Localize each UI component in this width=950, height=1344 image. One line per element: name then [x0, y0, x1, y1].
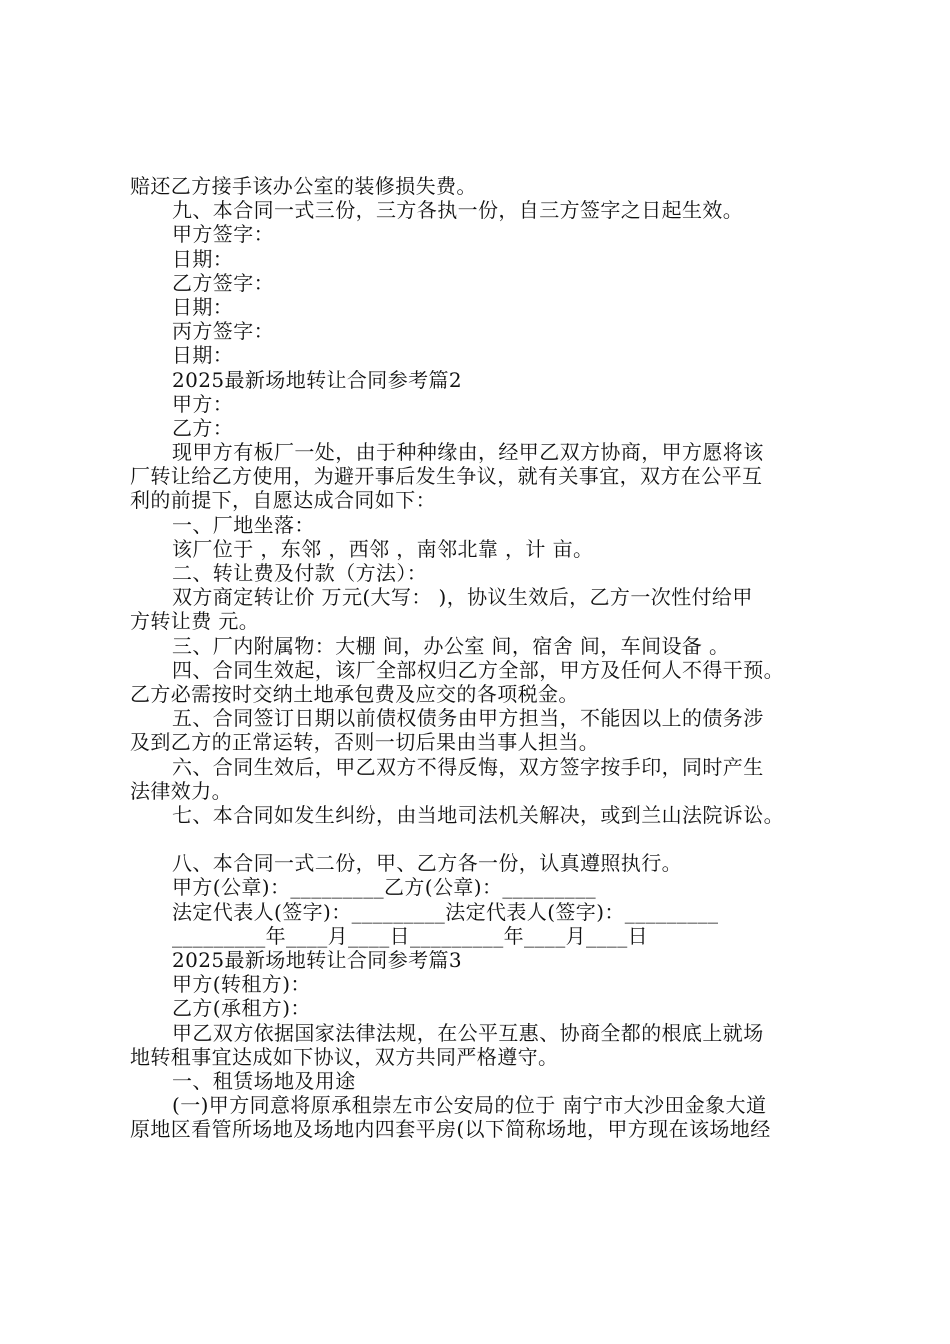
text-line: 三、厂内附属物：大棚 间，办公室 间，宿舍 间，车间设备 。	[172, 633, 730, 658]
text-line: 日期：	[172, 246, 234, 271]
text-line: _________年____月____日_________年____月____日	[172, 923, 648, 948]
text-line: 及到乙方的正常运转，否则一切后果由当事人担当。	[130, 730, 600, 755]
text-line: 该厂位于 ，东邻 ，西邻 ，南邻北靠 ，计 亩。	[172, 536, 594, 561]
text-line: 2025最新场地转让合同参考篇2	[172, 367, 463, 392]
text-line: 日期：	[172, 294, 234, 319]
text-line: 双方商定转让价 万元(大写： )，协议生效后，乙方一次性付给甲	[172, 585, 753, 610]
text-line: 五、合同签订日期以前债权债务由甲方担当，不能因以上的债务涉	[172, 706, 764, 731]
text-line: 地转租事宜达成如下协议，双方共同严格遵守。	[130, 1044, 559, 1069]
text-line: 厂转让给乙方使用，为避开事后发生争议，就有关事宜，双方在公平互	[130, 464, 763, 489]
text-line: 甲方(公章)：_________乙方(公章)：_________	[172, 875, 597, 900]
text-line: 原地区看管所场地及场地内四套平房(以下简称场地，甲方现在该场地经	[130, 1117, 771, 1142]
text-line: 甲乙双方依据国家法律法规，在公平互惠、协商全都的根底上就场	[172, 1020, 764, 1045]
text-line: 九、本合同一式三份，三方各执一份，自三方签字之日起生效。	[172, 198, 744, 223]
text-line: 乙方：	[172, 415, 234, 440]
text-line: 六、合同生效后，甲乙双方不得反悔，双方签字按手印，同时产生	[172, 754, 764, 779]
document-body	[130, 174, 850, 1142]
text-line: 丙方签字：	[172, 319, 274, 344]
text-line: 现甲方有板厂一处，由于种种缘由，经甲乙双方协商，甲方愿将该	[172, 440, 764, 465]
text-line: (一)甲方同意将原承租崇左市公安局的位于 南宁市大沙田金象大道	[172, 1093, 767, 1118]
text-line: 方转让费 元。	[130, 609, 260, 634]
text-line: 2025最新场地转让合同参考篇3	[172, 948, 463, 972]
text-line: 二、转让费及付款（方法）：	[172, 561, 428, 585]
text-line: 法定代表人(签字)：_________法定代表人(签字)：_________	[172, 899, 719, 924]
text-line: 赔还乙方接手该办公室的装修损失费。	[130, 174, 477, 198]
text-line: 八、本合同一式二份，甲、乙方各一份，认真遵照执行。	[172, 851, 682, 876]
text-line: 乙方必需按时交纳土地承包费及应交的各项税金。	[130, 681, 579, 706]
text-line: 一、租赁场地及用途	[172, 1068, 356, 1093]
text-line: 七、本合同如发生纠纷，由当地司法机关解决，或到兰山法院诉讼。	[172, 802, 784, 827]
text-line: 乙方(承租方)：	[172, 996, 311, 1021]
text-line: 甲方签字：	[172, 222, 274, 247]
text-line: 乙方签字：	[172, 270, 274, 295]
text-line: 日期：	[172, 343, 234, 368]
text-line: 甲方：	[172, 391, 234, 416]
text-line: 法律效力。	[130, 778, 232, 803]
text-line: 一、厂地坐落：	[172, 512, 315, 537]
text-line: 甲方(转租方)：	[172, 972, 311, 997]
text-line: 四、合同生效起，该厂全部权归乙方全部，甲方及任何人不得干预。	[172, 657, 784, 682]
text-line: 利的前提下，自愿达成合同如下：	[130, 488, 436, 513]
text-line	[130, 827, 850, 851]
